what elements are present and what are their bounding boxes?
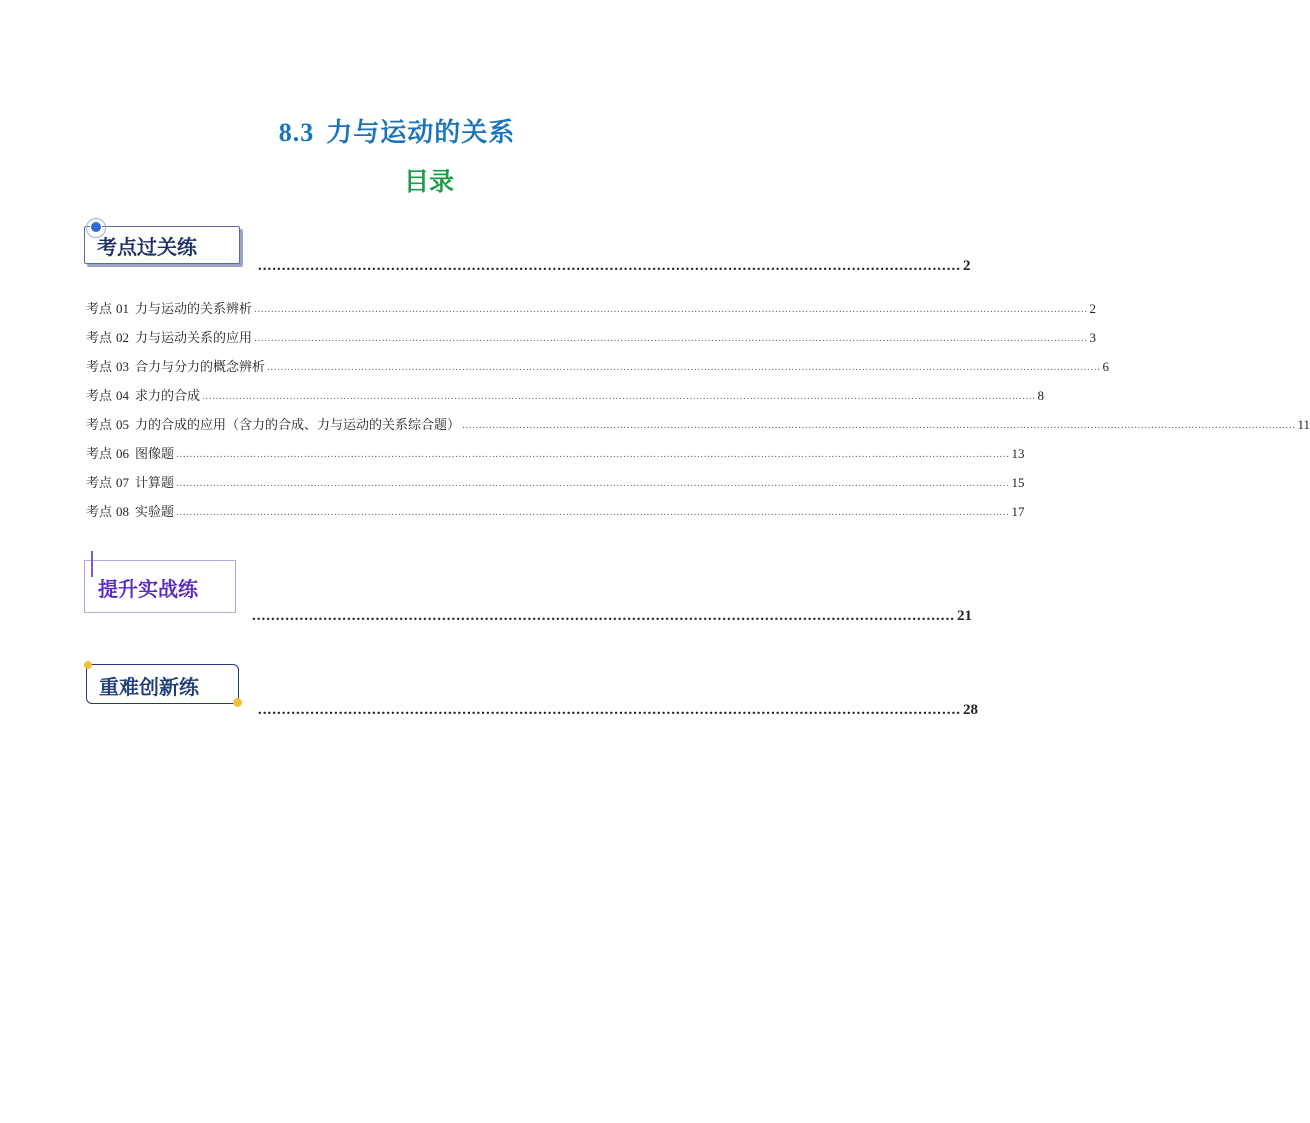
entry-number: 08 [116, 504, 130, 519]
section-badge-1[interactable] [84, 226, 240, 264]
leader-dots: .................................................................................................................................................... [258, 258, 961, 274]
entry-code [86, 414, 135, 433]
entry-title: 计算题 [135, 476, 175, 491]
entry-code [86, 385, 135, 404]
entry-title: 合力与分力的概念辨析 [135, 360, 266, 375]
entry-title: 力与运动的关系辨析 [135, 302, 253, 317]
leader-dots: ........................................................................................................................................................................................................................................................ [176, 507, 1010, 518]
leader-dots: ........................................................................................................................................................................................................................................................ [176, 478, 1010, 489]
entry-title: 实验题 [135, 505, 175, 520]
entry-prefix: 考点 [86, 360, 113, 375]
section-badge-3[interactable] [86, 664, 239, 704]
entry-page: 15 [1011, 475, 1025, 490]
section-page: 21 [957, 608, 972, 624]
entry-title: 图像题 [135, 447, 175, 462]
entry-prefix: 考点 [86, 476, 113, 491]
toc-entry[interactable] [86, 404, 1310, 433]
entry-prefix: 考点 [86, 302, 113, 317]
section-leader-2[interactable] [252, 608, 972, 624]
badge-bar-icon [91, 551, 93, 577]
entry-title: 力与运动关系的应用 [135, 331, 253, 346]
toc-entry[interactable] [86, 375, 1045, 404]
section-label: 提升实战练 [98, 577, 198, 601]
entry-prefix: 考点 [86, 331, 113, 346]
entry-page: 17 [1011, 504, 1025, 519]
entry-title: 求力的合成 [135, 389, 201, 404]
entry-title: 力的合成的应用（含力的合成、力与运动的关系综合题） [135, 418, 461, 433]
chapter-number: 8.3 [278, 118, 315, 147]
entry-code [86, 443, 135, 462]
entry-code [86, 501, 135, 520]
entry-number: 04 [116, 388, 130, 403]
entry-prefix: 考点 [86, 418, 113, 433]
leader-dots: .................................................................................................................................................... [252, 608, 955, 624]
leader-dots: ........................................................................................................................................................................................................................................................ [462, 420, 1296, 431]
section-badge-2[interactable] [84, 560, 236, 613]
leader-dots: ........................................................................................................................................................................................................................................................ [254, 304, 1088, 315]
section-label: 重难创新练 [99, 675, 199, 699]
entry-page: 6 [1102, 359, 1110, 374]
leader-dots: .................................................................................................................................................... [258, 702, 961, 718]
toc-list [86, 288, 1310, 520]
entry-code [86, 327, 135, 346]
toc-entry[interactable] [86, 433, 1025, 462]
leader-dots: ........................................................................................................................................................................................................................................................ [267, 362, 1101, 373]
entry-code [86, 472, 135, 491]
entry-page: 13 [1011, 446, 1025, 461]
section-page: 2 [963, 258, 971, 274]
entry-page: 3 [1089, 330, 1097, 345]
entry-number: 05 [116, 417, 130, 432]
entry-number: 06 [116, 446, 130, 461]
toc-entry[interactable] [86, 317, 1097, 346]
entry-number: 03 [116, 359, 130, 374]
entry-number: 02 [116, 330, 130, 345]
section-leader-1[interactable] [258, 258, 971, 274]
page-title [0, 112, 794, 149]
entry-page: 8 [1037, 388, 1045, 403]
badge-dot-icon [233, 698, 242, 707]
entry-number: 01 [116, 301, 130, 316]
entry-prefix: 考点 [86, 389, 113, 404]
toc-entry[interactable] [86, 462, 1025, 491]
entry-prefix: 考点 [86, 447, 113, 462]
entry-code [86, 298, 135, 317]
toc-entry[interactable] [86, 288, 1097, 317]
toc-entry[interactable] [86, 346, 1110, 375]
section-page: 28 [963, 702, 978, 718]
leader-dots: ........................................................................................................................................................................................................................................................ [176, 449, 1010, 460]
leader-dots: ........................................................................................................................................................................................................................................................ [254, 333, 1088, 344]
toc-heading: 目录 [403, 167, 454, 196]
toc-entry[interactable] [86, 491, 1025, 520]
entry-number: 07 [116, 475, 130, 490]
chapter-title: 力与运动的关系 [326, 118, 516, 148]
section-leader-3[interactable] [258, 702, 978, 718]
section-label: 考点过关练 [97, 235, 197, 259]
leader-dots: ........................................................................................................................................................................................................................................................ [202, 391, 1036, 402]
entry-code [86, 356, 135, 375]
badge-dot-icon [84, 661, 92, 669]
entry-page: 11 [1297, 417, 1310, 432]
entry-page: 2 [1089, 301, 1097, 316]
entry-prefix: 考点 [86, 505, 113, 520]
